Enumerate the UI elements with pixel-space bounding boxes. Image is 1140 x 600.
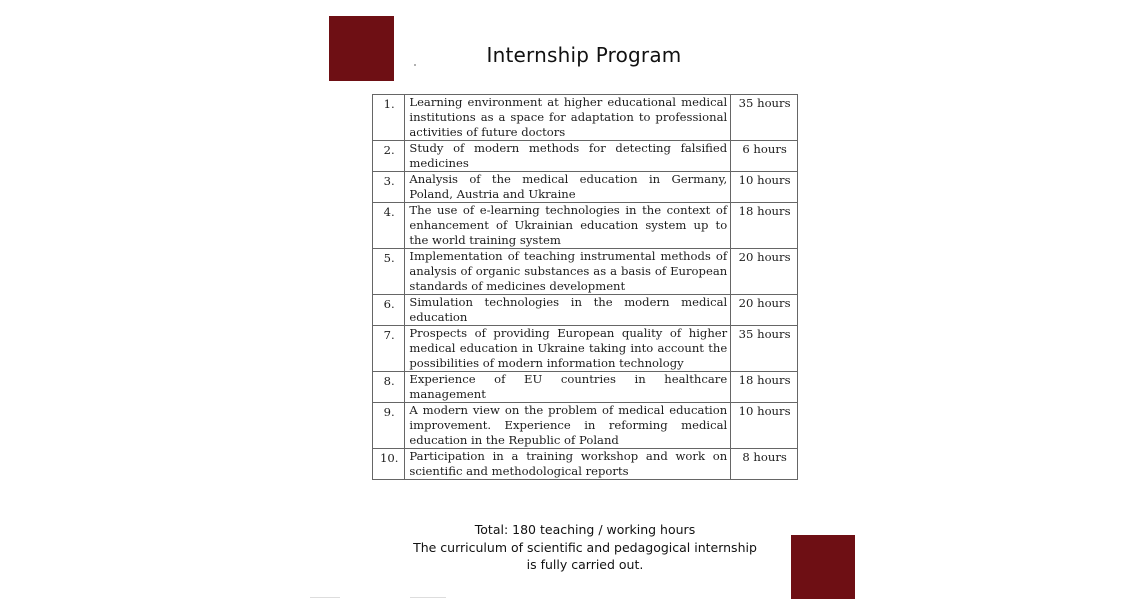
divider	[310, 597, 340, 598]
row-hours: 18 hours	[731, 372, 798, 403]
row-number: 3.	[373, 172, 405, 203]
curriculum-note-line-1: The curriculum of scientific and pedagogical internship	[413, 539, 757, 555]
row-hours: 8 hours	[731, 449, 798, 480]
row-topic: Simulation technologies in the modern medical education	[405, 295, 731, 326]
row-number: 8.	[373, 372, 405, 403]
row-topic: The use of e-learning technologies in the context of enhancement of Ukrainian education system up to the world training system	[405, 203, 731, 249]
row-hours: 10 hours	[731, 172, 798, 203]
row-number: 4.	[373, 203, 405, 249]
decorative-square-bottom	[791, 535, 855, 599]
decorative-square-top	[329, 16, 394, 81]
table-row	[373, 403, 798, 449]
table-row	[373, 372, 798, 403]
row-hours: 35 hours	[731, 95, 798, 141]
table-row	[373, 326, 798, 372]
row-hours: 6 hours	[731, 141, 798, 172]
row-topic: A modern view on the problem of medical education improvement. Experience in reforming medical education in the Republic of Poland	[405, 403, 731, 449]
table-row	[373, 172, 798, 203]
row-topic: Implementation of teaching instrumental methods of analysis of organic substances as a basis of European standards of medicines development	[405, 249, 731, 295]
total-hours-text: Total: 180 teaching / working hours	[474, 522, 696, 537]
row-number: 1.	[373, 95, 405, 141]
table-row	[373, 295, 798, 326]
row-hours: 35 hours	[731, 326, 798, 372]
row-hours: 18 hours	[731, 203, 798, 249]
row-topic: Analysis of the medical education in Germany, Poland, Austria and Ukraine	[405, 172, 731, 203]
row-topic: Prospects of providing European quality of higher medical education in Ukraine taking into account the possibilities of modern information technology	[405, 326, 731, 372]
row-number: 7.	[373, 326, 405, 372]
table-row	[373, 141, 798, 172]
row-number: 10.	[373, 449, 405, 480]
table-row	[373, 95, 798, 141]
row-number: 6.	[373, 295, 405, 326]
footer-summary	[372, 521, 798, 574]
table-row	[373, 203, 798, 249]
row-number: 2.	[373, 141, 405, 172]
program-table	[372, 94, 798, 480]
table-row	[373, 449, 798, 480]
row-hours: 10 hours	[731, 403, 798, 449]
curriculum-note-line-2: is fully carried out.	[526, 557, 644, 572]
row-number: 9.	[373, 403, 405, 449]
divider	[410, 597, 446, 598]
page-title: Internship Program	[486, 43, 682, 67]
row-topic: Experience of EU countries in healthcare management	[405, 372, 731, 403]
row-hours: 20 hours	[731, 295, 798, 326]
row-hours: 20 hours	[731, 249, 798, 295]
table-row	[373, 249, 798, 295]
row-number: 5.	[373, 249, 405, 295]
row-topic: Participation in a training workshop and work on scientific and methodological reports	[405, 449, 731, 480]
row-topic: Study of modern methods for detecting falsified medicines	[405, 141, 731, 172]
row-topic: Learning environment at higher educational medical institutions as a space for adaptation to professional activities of future doctors	[405, 95, 731, 141]
